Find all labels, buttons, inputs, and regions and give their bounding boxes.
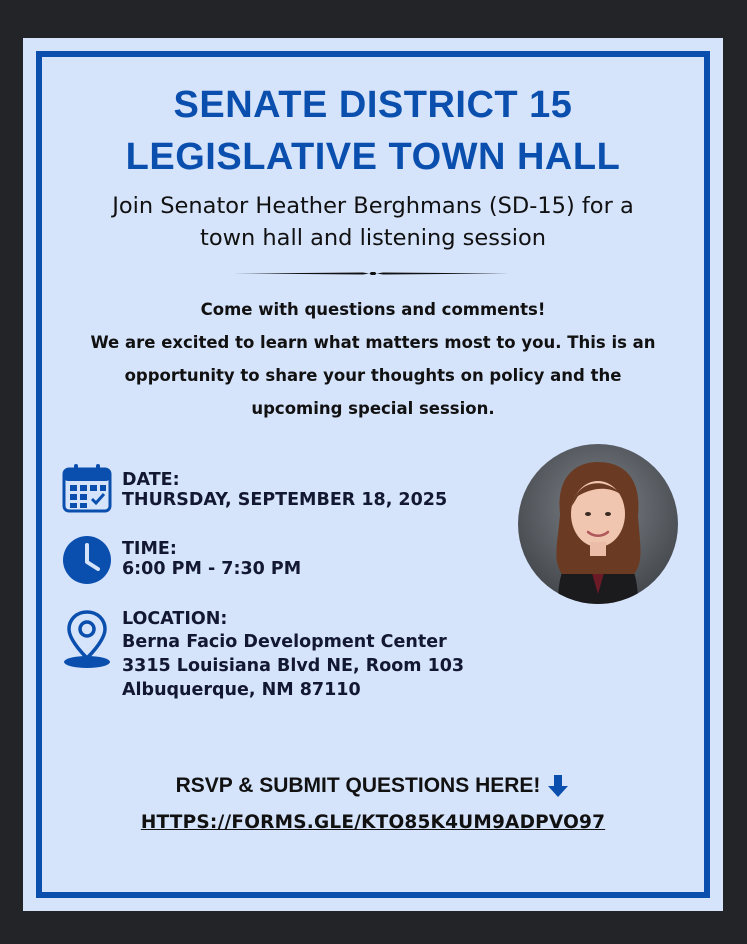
time-label: TIME: <box>122 539 177 559</box>
date-label: DATE: <box>122 470 180 490</box>
location-label: LOCATION: <box>122 609 228 629</box>
location-line-3: Albuquerque, NM 87110 <box>122 680 361 700</box>
intro-text <box>33 293 713 425</box>
date-value: THURSDAY, SEPTEMBER 18, 2025 <box>122 490 448 510</box>
intro-line-1: Come with questions and comments! <box>200 300 546 319</box>
arrow-down-icon <box>546 774 570 798</box>
clock-icon <box>62 535 112 585</box>
location-line-1: Berna Facio Development Center <box>122 632 447 652</box>
intro-line-2: We are excited to learn what matters most to you. This is an <box>90 333 656 352</box>
title-line-2: LEGISLATIVE TOWN HALL <box>125 136 621 178</box>
location-pin-icon <box>62 608 112 670</box>
subtitle-line-2: town hall and listening session <box>200 225 546 251</box>
rsvp-heading <box>23 774 723 798</box>
subtitle-line-1: Join Senator Heather Berghmans (SD-15) for a <box>112 193 634 219</box>
subtitle <box>43 190 703 254</box>
title-line-1: SENATE DISTRICT 15 <box>173 84 573 126</box>
intro-line-3: opportunity to share your thoughts on policy and the <box>124 366 622 385</box>
senator-photo <box>518 444 678 604</box>
calendar-icon <box>62 463 112 513</box>
time-value: 6:00 PM - 7:30 PM <box>122 559 302 579</box>
location-line-2: 3315 Louisiana Blvd NE, Room 103 <box>122 656 465 676</box>
flyer <box>23 38 723 911</box>
rsvp-label: RSVP & SUBMIT QUESTIONS HERE! <box>175 774 541 797</box>
divider <box>233 272 513 275</box>
rsvp-link[interactable]: HTTPS://FORMS.GLE/KTO85K4UM9ADPVO97 <box>140 812 606 833</box>
intro-line-4: upcoming special session. <box>251 399 495 418</box>
